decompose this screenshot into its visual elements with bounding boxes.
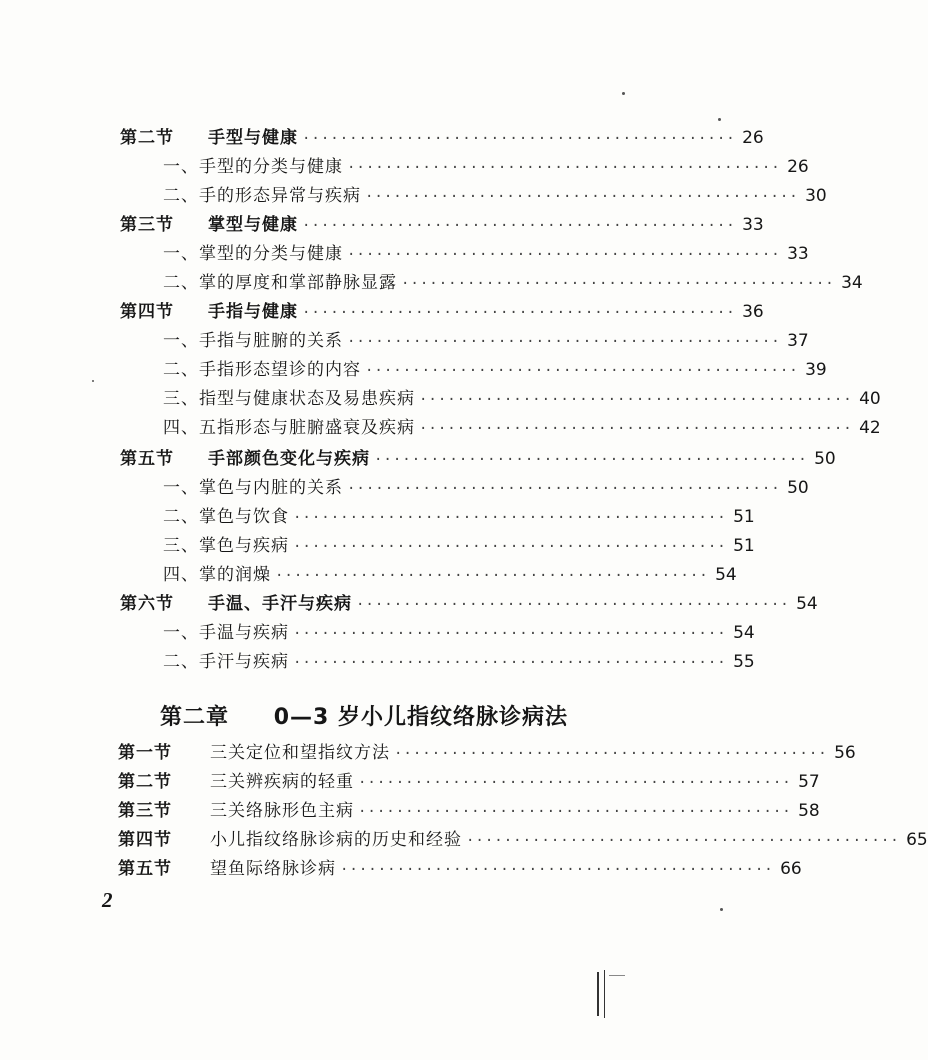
- page-ref: 54: [796, 594, 818, 614]
- toc-entry: [118, 859, 802, 879]
- page-ref: 42: [859, 418, 881, 438]
- page-ref: 57: [798, 772, 820, 792]
- leader-dots: ··············································: [347, 481, 781, 497]
- toc-entry: [118, 830, 928, 850]
- entry-title: 三关辨疾病的轻重: [210, 772, 354, 792]
- page-ref: 33: [787, 244, 809, 264]
- leader-dots: ··············································: [365, 189, 799, 205]
- leader-dots: ··············································: [293, 655, 727, 671]
- leader-dots: ··············································: [365, 363, 799, 379]
- toc-entry: [163, 186, 827, 206]
- leader-dots: ··············································: [275, 568, 709, 584]
- section-label: 第四节: [120, 302, 174, 322]
- toc-entry: [120, 302, 764, 322]
- entry-title: 二、手汗与疾病: [163, 652, 289, 672]
- section-label: 第三节: [120, 215, 174, 235]
- leader-dots: ··············································: [340, 862, 774, 878]
- entry-title: 四、五指形态与脏腑盛衰及疾病: [163, 418, 415, 438]
- toc-entry: [163, 507, 755, 527]
- page-ref: 58: [798, 801, 820, 821]
- toc-entry: [163, 536, 755, 556]
- entry-title: 三、指型与健康状态及易患疾病: [163, 389, 415, 409]
- chapter-number: 第二章: [160, 705, 230, 730]
- toc-entry: [163, 273, 863, 293]
- leader-dots: ··············································: [419, 392, 853, 408]
- page-ref: 56: [834, 743, 856, 763]
- entry-title: 望鱼际络脉诊病: [210, 859, 336, 879]
- entry-title: 二、手的形态异常与疾病: [163, 186, 361, 206]
- leader-dots: ··············································: [394, 746, 828, 762]
- scan-edge-mark: [609, 975, 625, 976]
- leader-dots: ··············································: [419, 421, 853, 437]
- page-ref: 26: [787, 157, 809, 177]
- leader-dots: ··············································: [347, 160, 781, 176]
- entry-title: 手温、手汗与疾病: [208, 594, 352, 614]
- page-ref: 26: [742, 128, 764, 148]
- entry-title: 手型与健康: [208, 128, 298, 148]
- page-number: 2: [102, 888, 113, 912]
- entry-title: 二、掌色与饮食: [163, 507, 289, 527]
- entry-title: 一、手指与脏腑的关系: [163, 331, 343, 351]
- section-label: 第二节: [118, 772, 172, 792]
- leader-dots: ··············································: [358, 775, 792, 791]
- scan-speck: [718, 118, 721, 121]
- page-ref: 50: [814, 449, 836, 469]
- toc-entry: [163, 360, 827, 380]
- toc-entry: [163, 331, 809, 351]
- leader-dots: ··············································: [293, 510, 727, 526]
- page-ref: 37: [787, 331, 809, 351]
- page-ref: 50: [787, 478, 809, 498]
- section-label: 第四节: [118, 830, 172, 850]
- leader-dots: ··············································: [374, 452, 808, 468]
- toc-entry: [118, 743, 856, 763]
- leader-dots: ··············································: [356, 597, 790, 613]
- toc-entry: [163, 389, 881, 409]
- entry-title: 三关络脉形色主病: [210, 801, 354, 821]
- entry-title: 一、手型的分类与健康: [163, 157, 343, 177]
- section-label: 第三节: [118, 801, 172, 821]
- toc-entry: [163, 157, 809, 177]
- toc-entry: [163, 652, 755, 672]
- toc-entry: [163, 565, 737, 585]
- toc-entry: [118, 801, 820, 821]
- page-ref: 39: [805, 360, 827, 380]
- section-label: 第五节: [120, 449, 174, 469]
- entry-title: 三关定位和望指纹方法: [210, 743, 390, 763]
- scan-edge-mark: [597, 972, 599, 1016]
- scan-speck: [622, 92, 625, 95]
- toc-entry: [120, 594, 818, 614]
- chapter-heading: [160, 700, 568, 731]
- section-label: 第二节: [120, 128, 174, 148]
- leader-dots: ··············································: [293, 539, 727, 555]
- page-ref: 34: [841, 273, 863, 293]
- toc-entry: [163, 244, 809, 264]
- entry-title: 四、掌的润燥: [163, 565, 271, 585]
- entry-title: 小儿指纹络脉诊病的历史和经验: [210, 830, 462, 850]
- leader-dots: ··············································: [466, 833, 900, 849]
- section-label: 第一节: [118, 743, 172, 763]
- page-ref: 40: [859, 389, 881, 409]
- toc-entry: [120, 128, 764, 148]
- entry-title: 二、手指形态望诊的内容: [163, 360, 361, 380]
- entry-title: 手指与健康: [208, 302, 298, 322]
- toc-entry: [163, 418, 881, 438]
- section-label: 第五节: [118, 859, 172, 879]
- scan-speck: [92, 380, 94, 382]
- chapter-title: 0—3 岁小儿指纹络脉诊病法: [273, 705, 568, 730]
- entry-title: 三、掌色与疾病: [163, 536, 289, 556]
- leader-dots: ··············································: [347, 247, 781, 263]
- entry-title: 一、掌型的分类与健康: [163, 244, 343, 264]
- leader-dots: ··············································: [302, 305, 736, 321]
- page-ref: 54: [715, 565, 737, 585]
- entry-title: 一、掌色与内脏的关系: [163, 478, 343, 498]
- leader-dots: ··············································: [358, 804, 792, 820]
- page-ref: 54: [733, 623, 755, 643]
- entry-title: 掌型与健康: [208, 215, 298, 235]
- page-ref: 51: [733, 507, 755, 527]
- page-ref: 36: [742, 302, 764, 322]
- scan-speck: [720, 908, 723, 911]
- leader-dots: ··············································: [401, 276, 835, 292]
- toc-entry: [163, 623, 755, 643]
- leader-dots: ··············································: [293, 626, 727, 642]
- toc-entry: [120, 449, 836, 469]
- entry-title: 二、掌的厚度和掌部静脉显露: [163, 273, 397, 293]
- toc-entry: [120, 215, 764, 235]
- page-ref: 30: [805, 186, 827, 206]
- leader-dots: ··············································: [302, 218, 736, 234]
- entry-title: 手部颜色变化与疾病: [208, 449, 370, 469]
- page-ref: 33: [742, 215, 764, 235]
- page-ref: 65: [906, 830, 928, 850]
- entry-title: 一、手温与疾病: [163, 623, 289, 643]
- toc-entry: [118, 772, 820, 792]
- section-label: 第六节: [120, 594, 174, 614]
- toc-entry: [163, 478, 809, 498]
- leader-dots: ··············································: [302, 131, 736, 147]
- leader-dots: ··············································: [347, 334, 781, 350]
- scan-edge-mark: [604, 970, 605, 1018]
- page-ref: 66: [780, 859, 802, 879]
- page-ref: 55: [733, 652, 755, 672]
- page-ref: 51: [733, 536, 755, 556]
